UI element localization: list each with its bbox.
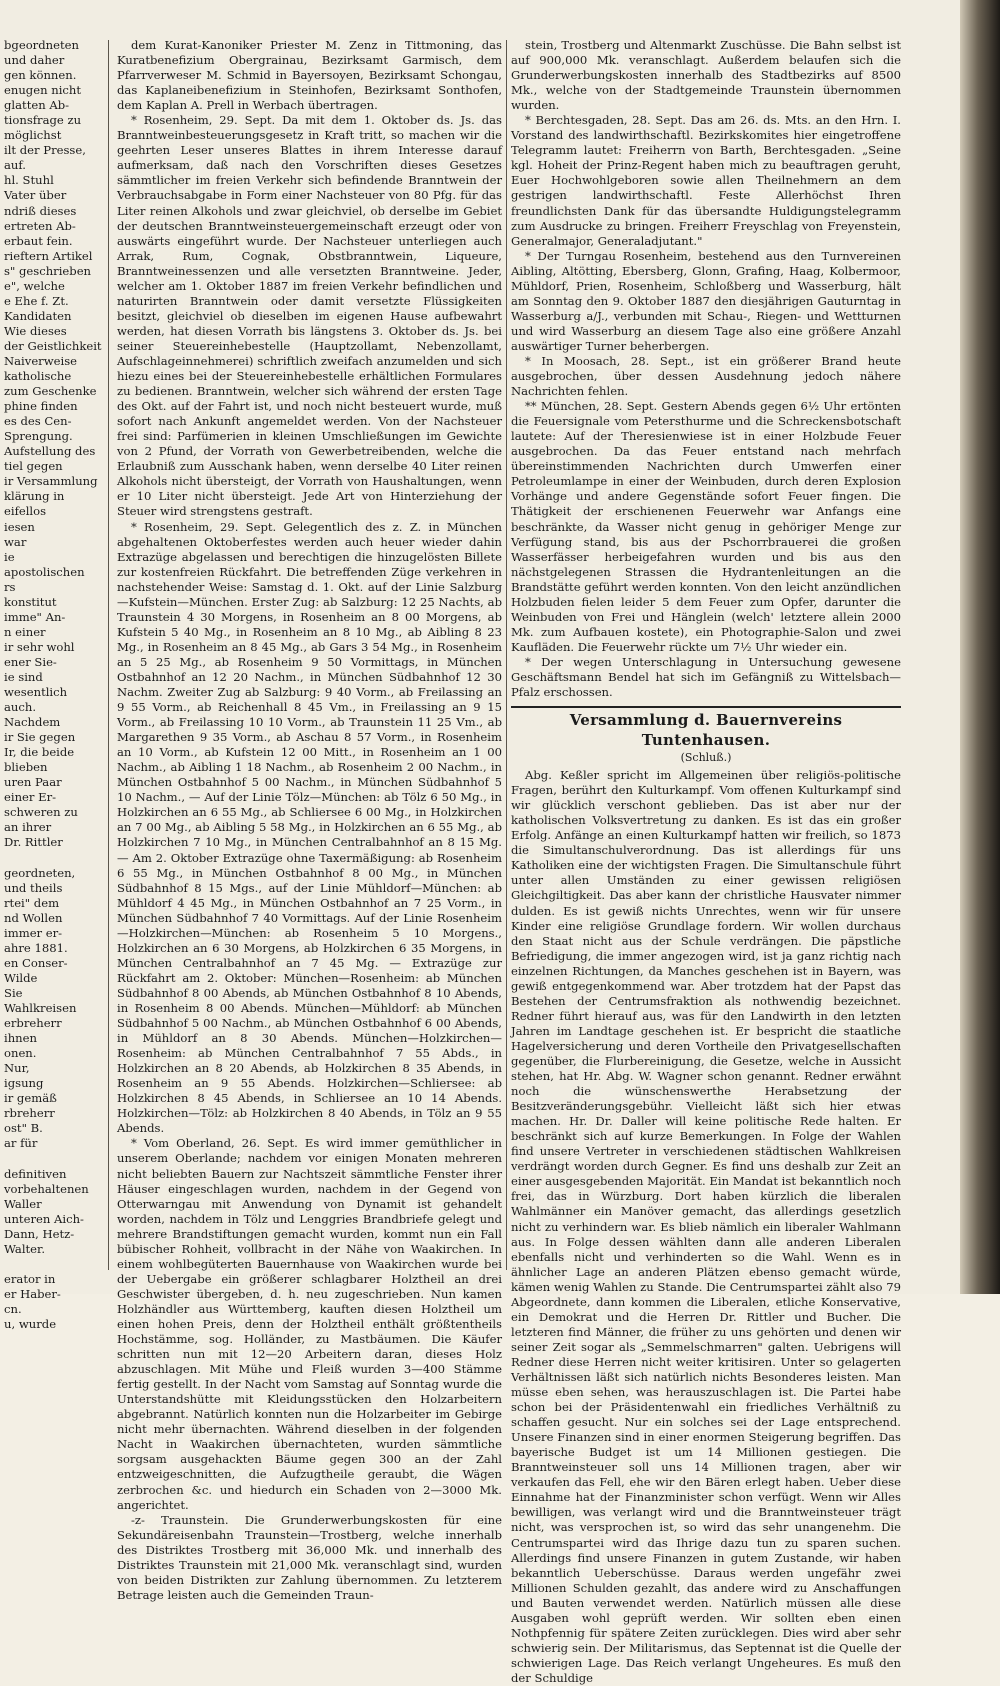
fragment-line: ie sind (4, 669, 43, 684)
fragment-line: konstitut (4, 594, 57, 609)
fragment-line: phine finden (4, 399, 78, 414)
fragment-line: definitiven (4, 1166, 67, 1181)
fragment-line: Sprengung. (4, 429, 73, 444)
fragment-line: auch. (4, 700, 37, 715)
fragment-line: e", welche (4, 278, 65, 293)
fragment-line: u, wurde (4, 1316, 57, 1331)
fragment-line: ir Sie gegen (4, 730, 76, 745)
fragment-line: Vater über (4, 188, 67, 203)
fragment-line: zum Geschenke (4, 384, 97, 399)
fragment-line: Nur, (4, 1061, 30, 1076)
fragment-line: erbaut fein. (4, 233, 73, 248)
column-rule-right (506, 40, 507, 1270)
fragment-line: n einer (4, 624, 46, 639)
fragment-line: Nachdem (4, 715, 61, 730)
fragment-line: rieftern Artikel (4, 248, 93, 263)
middle-column (117, 38, 502, 1602)
fragment-line: an ihrer (4, 820, 52, 835)
fragment-line: ahre 1881. (4, 940, 68, 955)
fragment-line: Ir, die beide (4, 745, 75, 760)
fragment-line: Wahlkreisen (4, 1001, 77, 1015)
fragment-line: Wilde (4, 970, 38, 985)
fragment-line: Dann, Hetz- (4, 1226, 75, 1241)
fragment-line: apostolischen (4, 564, 85, 579)
fragment-line: eifellos (4, 504, 47, 519)
news-paragraph: dem Kurat-Kanoniker Priester M. Zenz in Tittmoning, das Kuratbenefizium Obergrainau, Bezirksamt Garmisch, dem Pfarrverweser M. Schmid in Bayersoyen, Bezirksamt Schongau, das Kaplaneibenefizium in Steinhofen, Bezirksamt Sonthofen, dem Kaplan A. Prell in Werbach übertragen. (117, 38, 502, 113)
fragment-line: erator in (4, 1271, 56, 1286)
fragment-line: ost" B. (4, 1121, 43, 1136)
fragment-line: unteren Aich- (4, 1211, 84, 1226)
fragment-line: Naiverweise (4, 353, 78, 368)
fragment-line: geordneten, (4, 865, 76, 880)
column-rule-left (108, 40, 109, 1270)
fragment-line: erbreherr (4, 1016, 62, 1031)
fragment-line: immer er- (4, 925, 63, 940)
section-subheading: (Schluß.) (680, 751, 732, 765)
fragment-line: tiel gegen (4, 459, 63, 474)
fragment-line: rs (4, 579, 16, 594)
fragment-line: nd Wollen (4, 910, 63, 925)
fragment-line: onen. (4, 1046, 37, 1061)
fragment-line: Dr. Rittler (4, 835, 63, 850)
fragment-gap (4, 1151, 58, 1166)
fragment-line: hl. Stuhl (4, 173, 54, 188)
fragment-line: und theils (4, 880, 63, 895)
news-paragraph: ** München, 28. Sept. Gestern Abends gegen 6½ Uhr ertönten die Feuersignale vom Petersthurme und die Schreckensbotschaft lautete: Auf der Theresienwiese ist in einer Holzbude Feuer ausgebrochen. Da das Feuer entstand nach mehrfach übereinstimmenden Nachrichten durch Umwerfen einer Petroleumlampe in einer der Weinbuden, durch deren Explosion Vorhänge und andere Gegenstände sofort Feuer fingen. Die Thätigkeit der erschienenen Feuerwehr war Anfangs eine beschränkte, da Wasser nicht genug in gehöriger Menge zur Verfügung stand, bis aus der Pschorrbrauerei die großen Wasserfässer herbeigefahren wurden und bis aus den nächstgelegenen Strassen die Hydrantenleitungen an die Brandstätte geführt werden konnten. Von den leicht anzündlichen Holzbuden fielen leider 5 dem Feuer zum Opfer, darunter die Weinbuden von Frei und Hänglein (welch' letztere allein 2000 Mk. zum Aufbauen kostete), ein Photographie-Salon und zwei Kaufläden. Die Feuerwehr rückte um 7½ Uhr wieder ein. (511, 399, 901, 654)
fragment-line: ener Sie- (4, 654, 57, 669)
fragment-gap (4, 1257, 58, 1272)
news-paragraph: * Der Turngau Rosenheim, bestehend aus den Turnvereinen Aibling, Altötting, Ebersberg, Glonn, Grafing, Haag, Kolbermoor, Mühldorf, Prien, Rosenheim, Schloßberg und Wasserburg, hält am Sonntag den 9. Oktober 1887 den diesjährigen Gauturntag in Wasserburg a/J., verbunden mit Schau-, Riegen- und Wettturnen und wird Wasserburg an diesem Tage also eine größere Anzahl auswärtiger Turner beherbergen. (511, 248, 901, 353)
fragment-line: bgeordneten (4, 38, 79, 52)
news-paragraph: -z- Traunstein. Die Grunderwerbungskosten für eine Sekundäreisenbahn Traunstein—Trostberg, welche innerhalb des Distriktes Trostberg mit 36,000 Mk. und innerhalb des Distriktes Traunstein mit 21,000 Mk. veranschlagt sind, wurden von beiden Distrikten zur Zahlung übernommen. Zu letzterem Betrage leisten auch die Gemeinden Traun- (117, 1512, 502, 1602)
fragment-line: igsung (4, 1076, 44, 1091)
fragment-line: ie (4, 549, 15, 564)
fragment-line: der Geistlichkeit (4, 338, 102, 353)
fragment-line: rtei" dem (4, 895, 60, 910)
fragment-line: Waller (4, 1196, 42, 1211)
fragment-line: Aufstellung des (4, 444, 96, 459)
right-column (511, 38, 901, 1685)
fragment-line: blieben (4, 760, 48, 775)
news-paragraph: * In Moosach, 28. Sept., ist ein größerer Brand heute ausgebrochen, über dessen Ausdehnung jedoch nähere Nachrichten fehlen. (511, 353, 901, 399)
news-paragraph: * Vom Oberland, 26. Sept. Es wird immer gemüthlicher in unserem Oberlande; nachdem vor einigen Monaten mehreren nicht beliebten Bauern zur Nachtszeit sämmtliche Fenster ihrer Häuser eingeschlagen wurden, nachdem in der Gegend von Otterwarngau mit Anwendung von Dynamit ist gehandelt worden, nachdem in Tölz und Lenggries Brandbriefe gelegt und mehrere Brandstiftungen gemacht wurden, kommt nun ein Fall bübischer Rohheit, vollbracht in der Nähe von Waakirchen. In einem wohlbegüterten Bauernhause von Waakirchen wurde bei der Uebergabe ein größerer schlagbarer Holztheil an drei Geschwister übergeben, d. h. neu zugeschrieben. Nun kamen Holzhändler aus Württemberg, kauften diesen Holztheil um einen hohen Preis, denn der Holztheil enthält größtentheils Hochstämme, sog. Holländer, zu Mastbäumen. Die Käufer schritten nun mit 12—20 Arbeitern daran, dieses Holz abzuschlagen. Mit Mühe und Fleiß wurden 3—400 Stämme fertig gestellt. In der Nacht vom Samstag auf Sonntag wurde die Unterstandshütte mit Kleidungsstücken den Holzarbeitern abgebrannt. Natürlich konnten nun die Holzarbeiter im Gebirge nicht mehr übernachten. Während dieselben in der folgenden Nacht in Waakirchen übernachteten, wurden sämmtliche sorgsam ausgehackten Bäume gegen 300 an der Zahl entzweigeschnitten, die Aufzugtheile geraubt, die Wägen zerbrochen &c. und hiedurch ein Schaden von 2—3000 Mk. angerichtet. (117, 1136, 502, 1512)
fragment-line: und daher (4, 53, 65, 68)
fragment-line: er Haber- (4, 1286, 61, 1301)
fragment-line: ir Versammlung (4, 474, 98, 489)
news-paragraph: stein, Trostberg und Altenmarkt Zuschüsse. Die Bahn selbst ist auf 900,000 Mk. veranschlagt. Außerdem belaufen sich die Grunderwerbungskosten innerhalb des Stadtbezirks auf 8500 Mk., welche von der Stadtgemeinde Traunstein übernommen wurden. (511, 38, 901, 113)
fragment-line: en Conser- (4, 955, 68, 970)
fragment-line: glatten Ab- (4, 98, 70, 113)
news-paragraph: Abg. Keßler spricht im Allgemeinen über religiös-politische Fragen, berührt den Kulturkampf. Vom offenen Kulturkampf sind wir glücklich verschont geblieben. Das ist aber nur der katholischen Volksvertretung zu danken. Es ist das ein großer Erfolg. Anfänge an einen Kulturkampf hatten wir freilich, so 1873 die Simultanschulverordnung. Das ist allerdings für uns Katholiken eine der wichtigsten Fragen. Die Simultanschule führt unter allen Umständen zu einer gewissen religiösen Gleichgiltigkeit. Das aber kann der christliche Hausvater nimmer dulden. Es ist gewiß nichts Unrechtes, wenn wir für unsere Kinder eine religiöse Grundlage fordern. Wir wollen durchaus den Staat nicht aus der Schule verdrängen. Die päpstliche Befriedigung, die immer angezogen wird, ist ja ganz richtig nach einzelnen Richtungen, da Manches geschehen ist in Bayern, was gewiß entgegenkommend war. Aber trotzdem hat der Papst das Bestehen der Centrumsfraktion als nothwendig bezeichnet. Redner führt hierauf aus, was für den Landwirth in den letzten Jahren im Landtage geschehen ist. Er bespricht die staatliche Hagelversicherung und deren Vortheile den Privatgesellschaften gegenüber, die Flurbereinigung, die Gesetze, welche in Aussicht stehen, hat Hr. Abg. W. Wagner schon genannt. Redner erwähnt noch die wünschenswerthe Herabsetzung der Besitzveränderungsgebühr. Vielleicht läßt sich hier etwas machen. Hr. Dr. Daller will keine politische Rede halten. Er beschränkt sich auf kurze Bemerkungen. In Folge der Wahlen find unsere Vertreter in verschiedenen städtischen Wahlkreisen verdrängt worden durch Gegner. Es find uns deshalb zur Zeit an einer ausgesgebenden Majorität. Ein Mandat ist bekanntlich noch frei, das in Würzburg. Dort haben kürzlich die liberalen Wahlmänner ein Manöver gemacht, das allerdings gesetzlich nicht zu verhindern war. Es blieb nämlich ein liberaler Wahlmann aus. In Folge dessen wählten dann alle anderen Liberalen ebenfalls nicht und verhinderten so die Wahl. Wenn es in ähnlicher Lage an anderen Plätzen ebenso gemacht würde, kämen wenig Wahlen zu Stande. Die Centrumspartei zählt also 79 Abgeordnete, dann kommen die Liberalen, etliche Konservative, ein Demokrat und die Herren Dr. Rittler und Bucher. Die letzteren find Männer, die früher zu uns gehörten und denen wir seiner Zeit sogar als „Semmelschmarren" galten. Uebrigens will Redner diese Herren nicht weiter kritisiren. Unter so gelagerten Verhältnissen läßt sich natürlich nichts Besonderes leisten. Man müsse eben sehen, was herauszuschlagen ist. Die Partei habe schon bei der Präsidentenwahl ein friedliches Verhältniß zu schaffen gesucht. Nur ein solches sei der Lage entsprechend. Unsere Finanzen sind in einer enormen Steigerung begriffen. Das bayerische Budget ist um 14 Millionen gestiegen. Die Branntweinsteuer soll uns 14 Millionen tragen, aber wir verkaufen das Fell, ehe wir den Bären erlegt haben. Ueber diese Einnahme hat der Finanzminister schon verfügt. Wenn wir Alles bewilligen, was verlangt wird und die Branntweinsteuer trägt nicht, was versprochen ist, so wird das sehr unangenehm. Die Centrumspartei wird das Ihrige dazu tun zu sparen suchen. Allerdings find unsere Finanzen in gutem Zustande, wir haben bekanntlich Ueberschüsse. Daraus werden ungefähr zwei Millionen Schulden gezahlt, das andere wird zu Anschaffungen und Bauten verwendet werden. Natürlich müssen alle diese Ausgaben wohl geprüft werden. Wir sollten eben einen Nothpfennig für spätere Zeiten zurücklegen. Dies wird aber sehr schwierig sein. Der Militarismus, das Septennat ist die Quelle der schwierigen Lage. Das Reich verlangt Ungeheures. Es muß den der Schuldige (511, 768, 901, 1685)
fragment-line: ihnen (4, 1031, 37, 1046)
fragment-line: war (4, 534, 27, 549)
fragment-line: ir gemäß (4, 1091, 57, 1106)
fragment-line: einer Er- (4, 790, 57, 805)
news-paragraph: * Rosenheim, 29. Sept. Da mit dem 1. Oktober ds. Js. das Branntweinbesteuerungsgesetz in Kraft tritt, so machen wir die geehrten Leser unseres Blattes in ihrem Interesse darauf aufmerksam, daß nach den Vorschriften dieses Gesetzes sämmtlicher im freien Verkehr sich befindende Branntwein der Verbrauchsabgabe in Form einer Nachsteuer von 80 Pfg. für das Liter reinen Alkohols und zwar gleichviel, ob derselbe im Gebiet der deutschen Branntweinsteuergemeinschaft erzeugt oder von auswärts eingeführt wurde. Der Nachsteuer unterliegen auch Arrak, Rum, Cognak, Obstbranntwein, Liqueure, Branntweinessenzen und alle versetzten Branntweine. Jeder, welcher am 1. Oktober 1887 im freien Verkehr befindlichen und naturirten Branntwein oder damit versetzte Flüssigkeiten besitzt, gleichviel ob dieselben im eigenen Hause aufbewahrt werden, hat diesen Vorrath bis längstens 3. Oktober ds. Js. bei seiner Steuereinhebestelle (Hauptzollamt, Nebenzollamt, Aufschlageinnehmerei) schriftlich zweifach anzumelden und sich hiezu eines bei der Steuereinhebestelle erhältlichen Formulares zu bedienen. Branntwein, welcher sich während der ersten Tage des Okt. auf der Fahrt ist, und noch nicht besteuert wurde, muß sofort nach Ankunft angemeldet werden. Von der Nachsteuer frei sind: Parfümerien in kleinen Umschließungen im Gewichte von 2 Pfund, der Vorrath von Gewerbetreibenden, welche die Erlaubniß zum Ausschank haben, wenn derselbe 40 Liter reinen Alkohols nicht übersteigt, der Vorrath von Haushaltungen, wenn er 10 Liter nicht übersteigt. Jede Art von Hinterziehung der Steuer wird strengstens gestraft. (117, 113, 502, 519)
fragment-line: ar für (4, 1136, 38, 1151)
fragment-line: ilt der Presse, (4, 143, 86, 158)
fragment-line: ertreten Ab- (4, 218, 76, 233)
fragment-line: ir sehr wohl (4, 639, 75, 654)
fragment-line: e Ehe f. Zt. (4, 293, 69, 308)
fragment-line: schweren zu (4, 805, 78, 820)
news-paragraph: * Rosenheim, 29. Sept. Gelegentlich des z. Z. in München abgehaltenen Oktoberfestes werden auch heuer wieder dahin Extrazüge abgelassen und berechtigen die hinzugelösten Billete zur kostenfreien Rückfahrt. Die betreffenden Züge verkehren in nachstehender Weise: Samstag d. 1. Okt. auf der Linie Salzburg—Kufstein—München. Erster Zug: ab Salzburg: 12 25 Nachts, ab Traunstein 4 30 Morgens, in Rosenheim an 8 00 Morgens, ab Kufstein 5 40 Mg., in Rosenheim an 8 10 Mg., ab Aibling 8 23 Mg., in Rosenheim an 8 45 Mg., ab Gars 3 54 Mg., in Rosenheim an 5 25 Mg., ab Rosenheim 9 50 Vormittags, in München Ostbahnhof an 12 20 Nachm., in München Südbahnhof 12 30 Nachm. Zweiter Zug ab Salzburg: 9 40 Vorm., ab Freilassing an 9 55 Vorm., ab Reichenhall 8 45 Vm., in Freilassing an 9 15 Vorm., ab Freilassing 10 10 Vorm., ab Traunstein 11 25 Vm., ab Margarethen 9 35 Vorm., ab Aschau 8 57 Vorm., in Rosenheim an 10 Vorm., ab Kufstein 12 00 Mitt., in Rosenheim an 1 00 Nachm., ab Aibling 1 18 Nachm., ab Rosenheim 2 00 Nachm., in München Ostbahnhof 5 00 Nachm., in München Südbahnhof 5 10 Nachm., — Auf der Linie Tölz—München: ab Tölz 6 50 Mg., in Holzkirchen an 6 55 Mg., ab Schliersee 6 00 Mg., in Holzkirchen an 7 00 Mg., ab Aibling 5 58 Mg., in Holzkirchen an 6 55 Mg., ab Holzkirchen 7 10 Mg., in München Centralbahnhof an 8 15 Mg. — Am 2. Oktober Extrazüge ohne Taxermäßigung: ab Rosenheim 6 55 Mg., in München Ostbahnhof 8 00 Mg., in München Südbahnhof 8 15 Mgs., auf der Linie Mühldorf—München: ab Mühldorf 4 45 Mg., in München Ostbahnhof an 7 25 Vorm., in München Südbahnhof 7 40 Vormittags. Auf der Linie Rosenheim—Holzkirchen—München: ab Rosenheim 5 10 Morgens., Holzkirchen an 6 30 Morgens, ab Holzkirchen 6 35 Morgens, in München Centralbahnhof an 7 45 Mg. — Extrazüge zur Rückfahrt am 2. Oktober: München—Rosenheim: ab München Südbahnhof 8 00 Abends, ab München Ostbahnhof 8 10 Abends, in Rosenheim 8 00 Abends. München—Mühldorf: ab München Südbahnhof 5 00 Nachm., ab München Ostbahnhof 6 00 Abends, in Mühldorf an 8 30 Abends. München—Holzkirchen—Rosenheim: ab München Centralbahnhof 7 55 Abds., in Holzkirchen an 8 20 Abends, ab Holzkirchen 8 35 Abends, in Rosenheim an 9 55 Abends. Holzkirchen—Schliersee: ab Holzkirchen 8 45 Abends, in Schliersee an 10 14 Abends. Holzkirchen—Tölz: ab Holzkirchen 8 40 Abends, in Tölz an 9 55 Abends. (117, 519, 502, 1136)
fragment-line: s" geschrieben (4, 263, 92, 278)
fragment-line: enugen nicht (4, 83, 82, 98)
fragment-line: es des Cen- (4, 414, 72, 429)
fragment-line: tionsfrage zu (4, 113, 82, 128)
news-paragraph: * Berchtesgaden, 28. Sept. Das am 26. ds. Mts. an den Hrn. I. Vorstand des landwirthschaftl. Bezirkskomites hier eingetroffene Telegramm lautet: Freiherrn von Barth, Berchtesgaden. „Seine kgl. Hoheit der Prinz-Regent haben mich zu beauftragen geruht, Euer Hochwohlgeboren sowie allen Theilnehmern an dem gestrigen landwirthschaftl. Feste Allerhöchst Ihren freundlichsten Dank für das übersandte Huldigungstelegramm zum Ausdrucke zu bringen. Freiherr Freyschlag von Freyenstein, Generalmajor, Generaladjutant." (511, 113, 901, 248)
fragment-line: Kandidaten (4, 308, 72, 323)
fragment-line: auf. (4, 158, 26, 173)
left-column-fragment (4, 38, 102, 1331)
fragment-line: katholische (4, 369, 72, 384)
fragment-line: Wie dieses (4, 323, 67, 338)
fragment-line: cn. (4, 1301, 22, 1316)
book-spine (960, 0, 1000, 1294)
news-paragraph: * Der wegen Unterschlagung in Untersuchung gewesene Geschäftsmann Bendel hat sich im Gefängniß zu Wittelsbach—Pfalz erschossen. (511, 654, 901, 700)
fragment-line: ndriß dieses (4, 203, 77, 218)
fragment-line: vorbehaltenen (4, 1181, 89, 1196)
fragment-line: Walter. (4, 1241, 46, 1256)
fragment-gap (4, 851, 58, 866)
fragment-line: klärung in (4, 489, 65, 504)
fragment-line: gen können. (4, 68, 77, 83)
fragment-line: uren Paar (4, 775, 62, 790)
fragment-line: wesentlich (4, 685, 68, 700)
section-heading: Versammlung d. Bauernvereins Tuntenhausen. (511, 706, 901, 750)
fragment-line: rbreherr (4, 1106, 55, 1121)
fragment-line: imme" An- (4, 609, 66, 624)
fragment-line: iesen (4, 519, 35, 534)
fragment-line: möglichst (4, 128, 62, 143)
fragment-line: Sie (4, 985, 23, 1000)
